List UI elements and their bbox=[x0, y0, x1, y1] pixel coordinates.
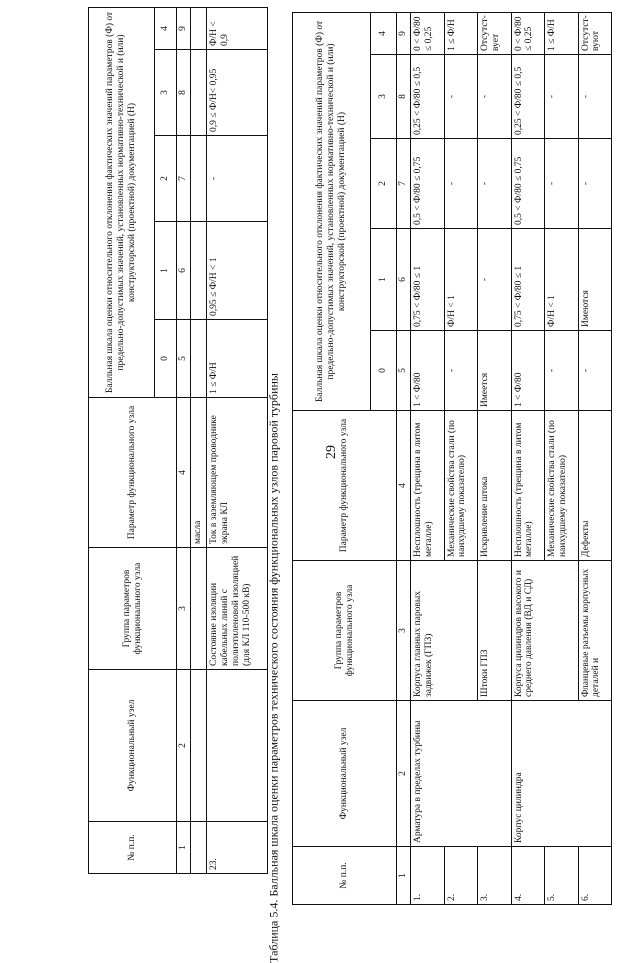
row-score-1: - bbox=[478, 229, 512, 331]
row-score-1: Имеются bbox=[578, 229, 612, 331]
score-4: 4 bbox=[155, 8, 177, 50]
row-node: Арматура в пределах турбины bbox=[411, 701, 512, 847]
header-scale: Балльная шкала оценки относительного отклонения фактических значений параметров (Ф) от предельно-допустимых значений, установленных нормативно-технической и (или) конструкторской (проектной) документацией (Н) bbox=[293, 13, 371, 411]
col-number: 4 bbox=[397, 411, 411, 561]
table-row bbox=[206, 8, 267, 874]
header-num: № п.п. bbox=[89, 822, 177, 874]
table-cell bbox=[191, 822, 207, 874]
row-score-4: 1 ≤ Ф/Н bbox=[545, 13, 579, 55]
col-number: 4 bbox=[177, 398, 191, 548]
score-1: 1 bbox=[371, 229, 397, 331]
row-num: 1. bbox=[411, 847, 445, 905]
row-score-3: 0,9 ≤ Ф/Н< 0,95 bbox=[206, 50, 267, 136]
row-score-0: Имеется bbox=[478, 331, 512, 411]
row-num: 2. bbox=[444, 847, 478, 905]
top-table-wrapper bbox=[88, 8, 268, 874]
row-num: 6. bbox=[578, 847, 612, 905]
table-cell bbox=[191, 136, 207, 222]
header-node: Функциональный узел bbox=[89, 670, 177, 822]
row-param: Ток в заземляющем проводнике экрана КЛ bbox=[206, 398, 267, 548]
row-node: Корпус цилиндра bbox=[511, 701, 612, 847]
col-number: 1 bbox=[397, 847, 411, 905]
col-number: 8 bbox=[177, 50, 191, 136]
row-score-3: - bbox=[478, 55, 512, 139]
row-param: Искривление штока bbox=[478, 411, 512, 561]
score-3: 3 bbox=[155, 50, 177, 136]
row-score-4: 1 ≤ Ф/Н bbox=[444, 13, 478, 55]
col-number: 3 bbox=[397, 561, 411, 701]
table-cell bbox=[191, 670, 207, 822]
table-cell bbox=[191, 50, 207, 136]
row-score-4: Отсутст-вуют bbox=[578, 13, 612, 55]
top-table bbox=[88, 7, 268, 874]
row-score-0: - bbox=[578, 331, 612, 411]
bottom-table bbox=[292, 12, 612, 905]
score-1: 1 bbox=[155, 222, 177, 320]
row-group: Фланцевые разъемы корпусных деталей и bbox=[578, 561, 612, 701]
row-score-4: Отсутст-вует bbox=[478, 13, 512, 55]
row-score-3: - bbox=[444, 55, 478, 139]
header-num: № п.п. bbox=[293, 847, 397, 905]
col-number: 9 bbox=[397, 13, 411, 55]
row-param: Механические свойства стали (по наихудшему показателю) bbox=[545, 411, 579, 561]
row-param: Дефекты bbox=[578, 411, 612, 561]
row-num: 3. bbox=[478, 847, 512, 905]
row-score-2: 0,5 < Ф/80 ≤ 0,75 bbox=[411, 139, 445, 229]
row-param: Несплошность (трещина в литом металле) bbox=[411, 411, 445, 561]
row-score-2: - bbox=[206, 136, 267, 222]
row-score-2: - bbox=[478, 139, 512, 229]
col-number: 7 bbox=[177, 136, 191, 222]
row-score-0: 1 ≤ Ф/Н bbox=[206, 320, 267, 398]
score-0: 0 bbox=[371, 331, 397, 411]
row-num: 4. bbox=[511, 847, 545, 905]
col-number: 5 bbox=[177, 320, 191, 398]
row-score-4: 0 < Ф/80 ≤ 0,25 bbox=[411, 13, 445, 55]
row-score-1: 0,95 ≤ Ф/Н < 1 bbox=[206, 222, 267, 320]
col-number: 1 bbox=[177, 822, 191, 874]
header-group: Группа параметров функционального узла bbox=[293, 561, 397, 701]
col-number: 6 bbox=[177, 222, 191, 320]
row-score-2: - bbox=[545, 139, 579, 229]
row-score-1: Ф/Н < 1 bbox=[444, 229, 478, 331]
col-number: 2 bbox=[177, 670, 191, 822]
row-score-0: 1 < Ф/80 bbox=[411, 331, 445, 411]
table-cell bbox=[191, 320, 207, 398]
score-2: 2 bbox=[155, 136, 177, 222]
row-score-3: - bbox=[578, 55, 612, 139]
row-param: Несплошность (трещина в литом металле) bbox=[511, 411, 545, 561]
row-group: Корпуса цилиндров высокого и среднего давления (ВД и СД) bbox=[511, 561, 578, 701]
table-caption: Таблица 5.4. Балльная шкала оценки параметров технического состояния функциональных узлов паровой турбины bbox=[266, 373, 281, 963]
bottom-table-wrapper bbox=[292, 13, 612, 905]
row-score-2: - bbox=[578, 139, 612, 229]
row-param: Механические свойства стали (по наихудшему показателю) bbox=[444, 411, 478, 561]
score-0: 0 bbox=[155, 320, 177, 398]
header-param: Параметр функционального узла bbox=[89, 398, 177, 548]
score-4: 4 bbox=[371, 13, 397, 55]
row-score-0: - bbox=[444, 331, 478, 411]
score-3: 3 bbox=[371, 55, 397, 139]
row-group: Состояние изоляции кабельных линий с полиэтиленовой изоляцией (для КЛ 110-500 кВ) bbox=[206, 548, 267, 670]
row-score-1: 0,75 < Ф/80 ≤ 1 bbox=[511, 229, 545, 331]
page-number: 29 bbox=[324, 445, 339, 459]
row-score-0: 1 < Ф/80 bbox=[511, 331, 545, 411]
score-2: 2 bbox=[371, 139, 397, 229]
col-number: 3 bbox=[177, 548, 191, 670]
row-score-3: - bbox=[545, 55, 579, 139]
table-row bbox=[511, 13, 545, 905]
col-number: 2 bbox=[397, 701, 411, 847]
row-num: 23. bbox=[206, 822, 267, 874]
row-score-3: 0,25 < Ф/80 ≤ 0,5 bbox=[511, 55, 545, 139]
header-node: Функциональный узел bbox=[293, 701, 397, 847]
row-num: 5. bbox=[545, 847, 579, 905]
header-group: Группа параметров функционального узла bbox=[89, 548, 177, 670]
col-number: 6 bbox=[397, 229, 411, 331]
table-cell bbox=[191, 8, 207, 50]
row-score-1: 0,75 < Ф/80 ≤ 1 bbox=[411, 229, 445, 331]
col-number: 5 bbox=[397, 331, 411, 411]
row-score-1: Ф/Н < 1 bbox=[545, 229, 579, 331]
col-number: 8 bbox=[397, 55, 411, 139]
col-number: 9 bbox=[177, 8, 191, 50]
row-score-4: Ф/Н < 0,9 bbox=[206, 8, 267, 50]
table-row bbox=[411, 13, 445, 905]
header-scale: Балльная шкала оценки относительного отклонения фактических значений параметров (Ф) от предельно-допустимых значений, установленных нормативно-технической и (или) конструкторской (проектной) документацией (Н) bbox=[89, 8, 155, 398]
table-cell bbox=[191, 548, 207, 670]
col-number: 7 bbox=[397, 139, 411, 229]
row-score-0: - bbox=[545, 331, 579, 411]
row-score-2: 0,5 < Ф/80 ≤ 0,75 bbox=[511, 139, 545, 229]
section-continuation: масла bbox=[191, 398, 207, 548]
row-node bbox=[206, 670, 267, 822]
table-cell bbox=[191, 222, 207, 320]
row-score-2: - bbox=[444, 139, 478, 229]
header-param: Параметр функционального узла bbox=[293, 411, 397, 561]
row-score-4: 0 < Ф/80 ≤ 0,25 bbox=[511, 13, 545, 55]
row-group: Штоки ГПЗ bbox=[478, 561, 512, 701]
row-score-3: 0,25 < Ф/80 ≤ 0,5 bbox=[411, 55, 445, 139]
row-group: Корпуса главных паровых задвижек (ГПЗ) bbox=[411, 561, 478, 701]
